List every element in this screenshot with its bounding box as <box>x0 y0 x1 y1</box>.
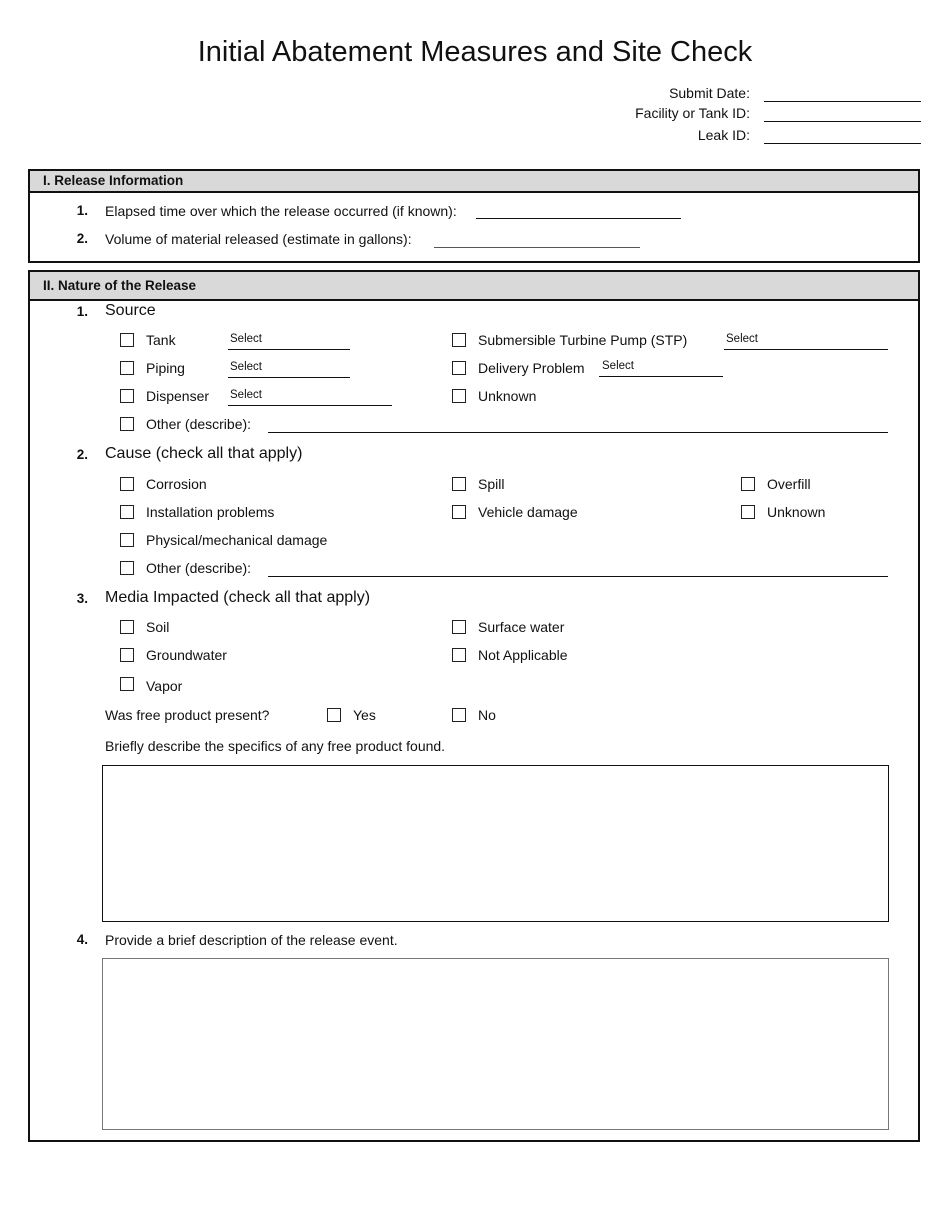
tank-checkbox[interactable] <box>120 333 134 347</box>
nature-of-release-heading: II. Nature of the Release <box>28 270 920 301</box>
volume-released-label: Volume of material released (estimate in gallons): <box>105 231 412 247</box>
cause-unknown-label: Unknown <box>767 504 826 520</box>
free-product-no-label: No <box>478 707 496 723</box>
facility-id-label: Facility or Tank ID: <box>635 105 750 121</box>
corrosion-checkbox[interactable] <box>120 477 134 491</box>
stp-select[interactable]: Select <box>726 333 758 345</box>
corrosion-label: Corrosion <box>146 476 207 492</box>
stp-select-underline <box>724 349 888 350</box>
cause-other-field[interactable] <box>268 576 888 577</box>
free-product-yes-label: Yes <box>353 707 376 723</box>
surface-water-label: Surface water <box>478 619 565 635</box>
submit-date-label: Submit Date: <box>669 85 750 101</box>
tank-select-underline <box>228 349 350 350</box>
surface-water-checkbox[interactable] <box>452 620 466 634</box>
vehicle-damage-checkbox[interactable] <box>452 505 466 519</box>
installation-problems-label: Installation problems <box>146 504 275 520</box>
overfill-checkbox[interactable] <box>741 477 755 491</box>
free-product-question: Was free product present? <box>105 707 270 723</box>
cause-number: 2. <box>76 447 88 462</box>
stp-label: Submersible Turbine Pump (STP) <box>478 332 688 348</box>
elapsed-time-field[interactable] <box>476 218 681 219</box>
media-number: 3. <box>76 591 88 606</box>
source-other-checkbox[interactable] <box>120 417 134 431</box>
piping-checkbox[interactable] <box>120 361 134 375</box>
source-unknown-label: Unknown <box>478 388 537 404</box>
groundwater-checkbox[interactable] <box>120 648 134 662</box>
physical-damage-label: Physical/mechanical damage <box>146 532 328 548</box>
not-applicable-label: Not Applicable <box>478 647 568 663</box>
piping-label: Piping <box>146 360 185 376</box>
source-unknown-checkbox[interactable] <box>452 389 466 403</box>
submit-date-field[interactable] <box>764 101 921 102</box>
overfill-label: Overfill <box>767 476 811 492</box>
piping-select-underline <box>228 377 350 378</box>
not-applicable-checkbox[interactable] <box>452 648 466 662</box>
piping-select[interactable]: Select <box>230 361 262 373</box>
q1-number: 1. <box>76 203 88 218</box>
cause-unknown-checkbox[interactable] <box>741 505 755 519</box>
free-product-yes-checkbox[interactable] <box>327 708 341 722</box>
spill-label: Spill <box>478 476 505 492</box>
stp-checkbox[interactable] <box>452 333 466 347</box>
free-product-no-checkbox[interactable] <box>452 708 466 722</box>
vapor-checkbox[interactable] <box>120 677 134 691</box>
delivery-problem-checkbox[interactable] <box>452 361 466 375</box>
dispenser-label: Dispenser <box>146 388 210 404</box>
vehicle-damage-label: Vehicle damage <box>478 504 578 520</box>
installation-problems-checkbox[interactable] <box>120 505 134 519</box>
delivery-problem-select-underline <box>599 376 723 377</box>
leak-id-field[interactable] <box>764 143 921 144</box>
source-label: Source <box>105 302 156 319</box>
free-product-description-box[interactable] <box>102 765 889 922</box>
vapor-label: Vapor <box>146 678 183 694</box>
spill-checkbox[interactable] <box>452 477 466 491</box>
release-information-heading: I. Release Information <box>28 169 920 193</box>
delivery-problem-select[interactable]: Select <box>602 360 634 372</box>
source-number: 1. <box>76 304 88 319</box>
elapsed-time-label: Elapsed time over which the release occurred (if known): <box>105 203 457 219</box>
groundwater-label: Groundwater <box>146 647 227 663</box>
release-description-box[interactable] <box>102 958 889 1130</box>
tank-label: Tank <box>146 332 176 348</box>
source-other-field[interactable] <box>268 432 888 433</box>
soil-label: Soil <box>146 619 170 635</box>
dispenser-select[interactable]: Select <box>230 389 262 401</box>
tank-select[interactable]: Select <box>230 333 262 345</box>
q2-number: 2. <box>76 231 88 246</box>
cause-other-label: Other (describe): <box>146 560 252 576</box>
delivery-problem-label: Delivery Problem <box>478 360 585 376</box>
leak-id-label: Leak ID: <box>697 127 750 143</box>
dispenser-select-underline <box>228 405 392 406</box>
release-description-label: Provide a brief description of the release event. <box>105 932 398 948</box>
soil-checkbox[interactable] <box>120 620 134 634</box>
source-other-label: Other (describe): <box>146 416 252 432</box>
media-impacted-label: Media Impacted (check all that apply) <box>105 589 371 606</box>
cause-other-checkbox[interactable] <box>120 561 134 575</box>
release-desc-number: 4. <box>76 932 88 947</box>
physical-damage-checkbox[interactable] <box>120 533 134 547</box>
page-title: Initial Abatement Measures and Site Check <box>197 36 753 68</box>
facility-id-field[interactable] <box>764 121 921 122</box>
cause-label: Cause (check all that apply) <box>105 445 303 462</box>
free-product-describe-label: Briefly describe the specifics of any free product found. <box>105 738 446 754</box>
dispenser-checkbox[interactable] <box>120 389 134 403</box>
volume-released-field[interactable] <box>434 247 640 248</box>
